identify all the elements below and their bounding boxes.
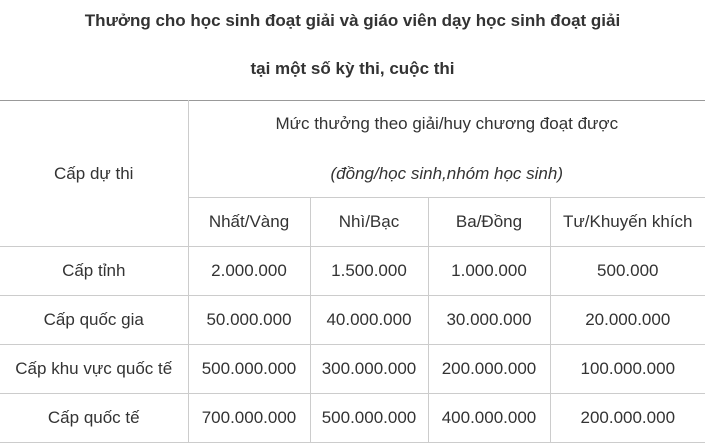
value-cell: 1.500.000: [310, 247, 428, 296]
value-cell: 500.000.000: [310, 394, 428, 443]
value-cell: 500.000.000: [188, 345, 310, 394]
value-cell: 40.000.000: [310, 296, 428, 345]
table-row: [0, 296, 705, 345]
value-cell: 100.000.000: [550, 345, 705, 394]
prize-table: [0, 100, 705, 443]
table-row: [0, 247, 705, 296]
level-cell: Cấp quốc tế: [0, 394, 188, 443]
column-header: Tư/Khuyến khích: [550, 198, 705, 247]
level-cell: Cấp quốc gia: [0, 296, 188, 345]
value-cell: 20.000.000: [550, 296, 705, 345]
value-cell: 50.000.000: [188, 296, 310, 345]
value-cell: 400.000.000: [428, 394, 550, 443]
value-cell: 30.000.000: [428, 296, 550, 345]
row-header-cell: Cấp dự thi: [0, 101, 188, 247]
value-cell: 2.000.000: [188, 247, 310, 296]
table-row: [0, 345, 705, 394]
table-header-row: [0, 101, 705, 198]
level-cell: Cấp tỉnh: [0, 247, 188, 296]
document-title-line-1: Thưởng cho học sinh đoạt giải và giáo viên dạy học sinh đoạt giải: [84, 11, 621, 30]
value-cell: 200.000.000: [428, 345, 550, 394]
value-cell: 200.000.000: [550, 394, 705, 443]
value-cell: 1.000.000: [428, 247, 550, 296]
column-header: Nhất/Vàng: [188, 198, 310, 247]
award-unit: (đồng/học sinh,nhóm học sinh): [330, 164, 563, 183]
table-row: [0, 394, 705, 443]
column-header: Ba/Đồng: [428, 198, 550, 247]
award-heading-cell: [188, 101, 705, 198]
award-heading: Mức thưởng theo giải/huy chương đoạt được: [275, 114, 619, 133]
value-cell: 500.000: [550, 247, 705, 296]
value-cell: 700.000.000: [188, 394, 310, 443]
column-header: Nhì/Bạc: [310, 198, 428, 247]
value-cell: 300.000.000: [310, 345, 428, 394]
level-cell: Cấp khu vực quốc tế: [0, 345, 188, 394]
document-title-line-2: tại một số kỳ thi, cuộc thi: [250, 59, 455, 78]
